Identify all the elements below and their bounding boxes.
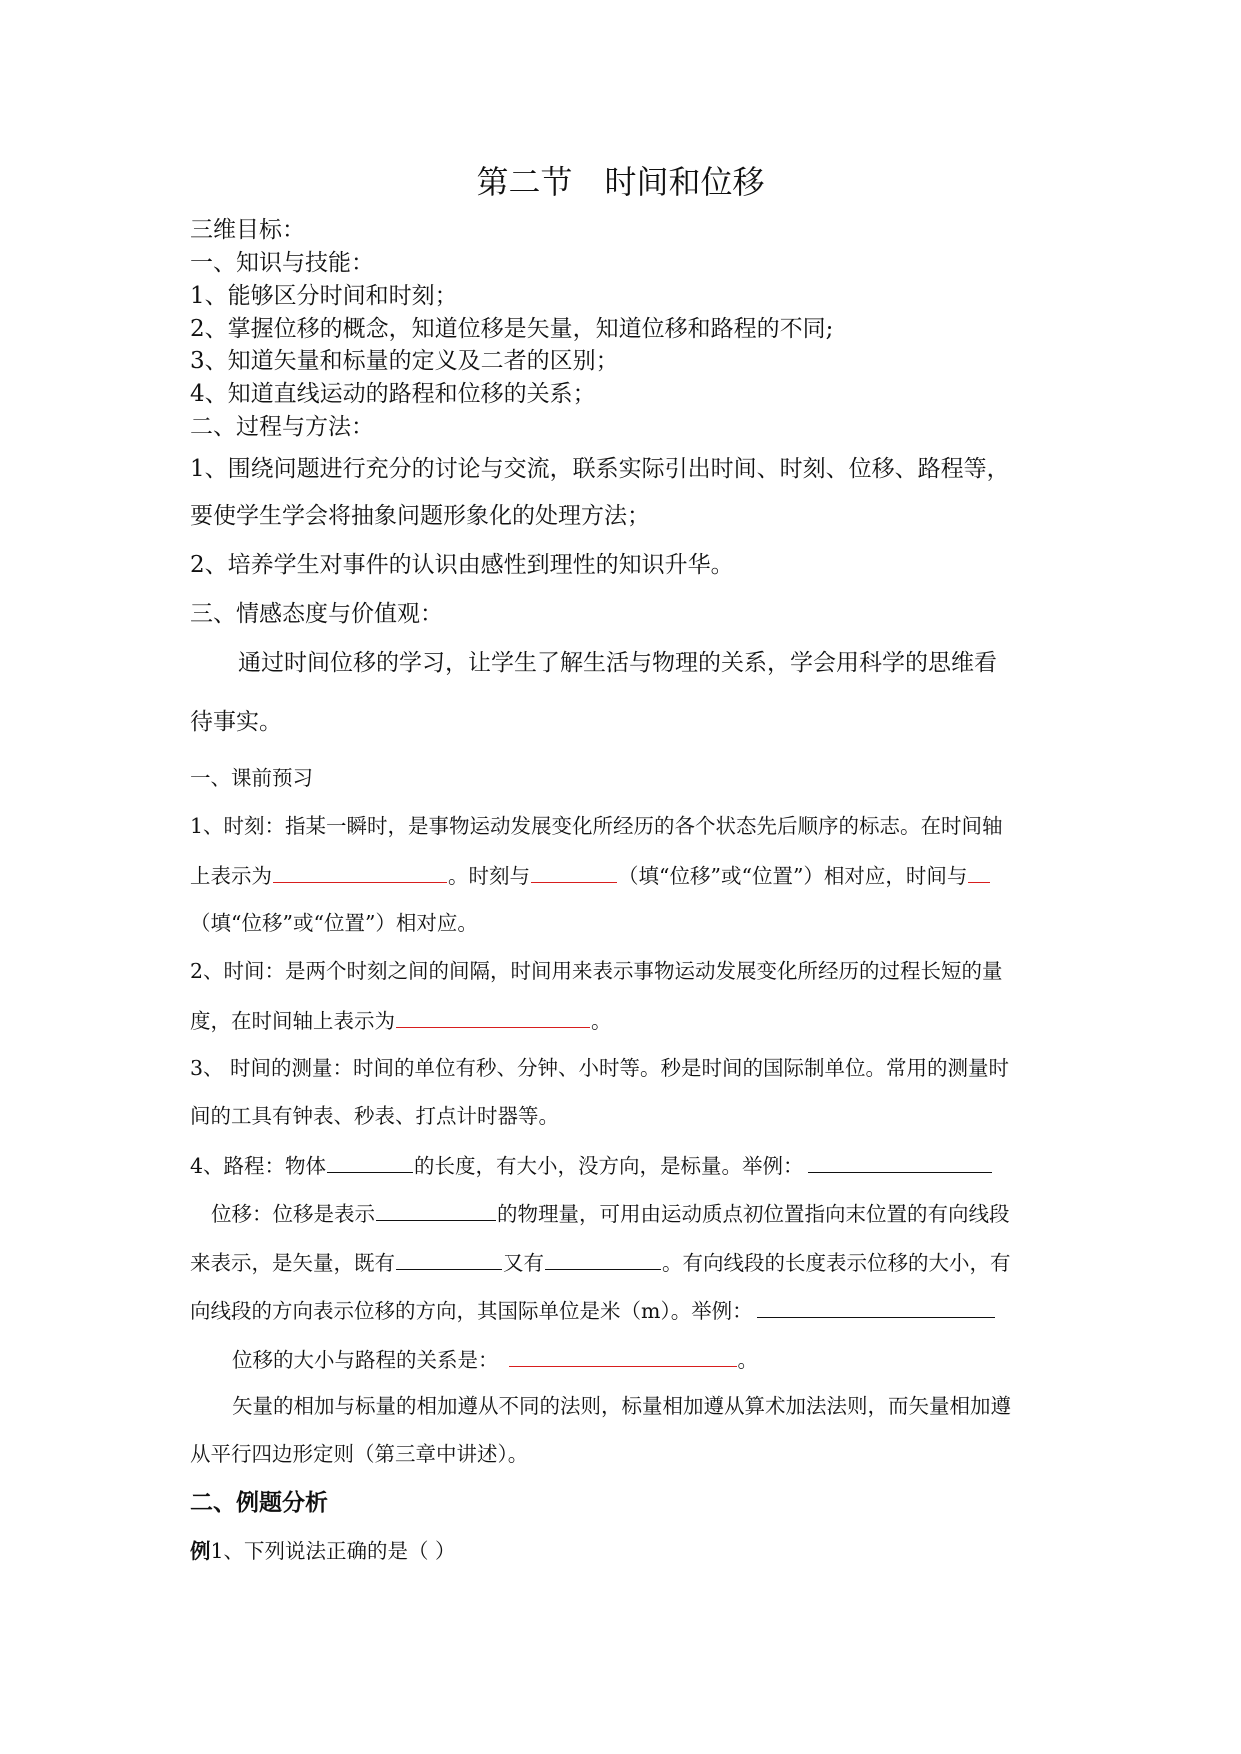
example-1	[190, 1541, 456, 1562]
process-item-2: 2、培养学生对事件的认识由感性到理性的知识升华。	[190, 552, 734, 578]
example-1-label: 例	[190, 1539, 211, 1563]
moment-line-2-text-b: 。时刻与	[448, 864, 530, 888]
objectives-heading: 三维目标：	[190, 217, 305, 243]
displacement-line-1-text-b: 的物理量，可用由运动质点初位置指向末位置的有向线段	[497, 1202, 1010, 1226]
process-item-1-line-2: 要使学生学会将抽象问题形象化的处理方法；	[190, 503, 650, 529]
moment-line-2-text-a: 上表示为	[190, 864, 272, 888]
time-axis-blank[interactable]	[396, 1009, 590, 1028]
knowledge-item-4: 4、知道直线运动的路程和位移的关系；	[190, 381, 596, 407]
knowledge-item-3: 3、知道矢量和标量的定义及二者的区别；	[190, 348, 619, 374]
moment-line-1: 1、时刻：指某一瞬时，是事物运动发展变化所经历的各个状态先后顺序的标志。在时间轴	[190, 814, 1003, 838]
displacement-relation-blank[interactable]	[509, 1348, 737, 1367]
process-item-1-line-1: 1、围绕问题进行充分的讨论与交流，联系实际引出时间、时刻、位移、路程等，	[190, 456, 1010, 482]
knowledge-item-2: 2、掌握位移的概念，知道位移是矢量，知道位移和路程的不同;	[190, 316, 834, 342]
example-1-text: 1、下列说法正确的是（ ）	[210, 1539, 456, 1563]
displacement-relation-line	[232, 1348, 758, 1371]
moment-line-3: （填“位移”或“位置”）相对应。	[190, 911, 478, 935]
time-line-1: 2、时间：是两个时刻之间的间隔，时间用来表示事物运动发展变化所经历的过程长短的量	[190, 959, 1003, 983]
time-line-2	[190, 1009, 612, 1032]
moment-correspond-blank[interactable]	[531, 864, 617, 883]
displacement-direction-blank[interactable]	[545, 1251, 661, 1270]
vector-line-2: 从平行四边形定则（第三章中讲述）。	[190, 1442, 529, 1466]
moment-axis-blank[interactable]	[273, 864, 447, 883]
emotion-line-2: 待事实。	[190, 709, 282, 735]
process-heading: 二、过程与方法：	[190, 414, 374, 440]
time-line-2-text-b: 。	[591, 1009, 612, 1033]
path-line-1-text-b: 的长度，有大小，没方向，是标量。举例：	[414, 1154, 804, 1178]
displacement-line-2	[190, 1251, 1011, 1274]
displacement-relation-text-b: 。	[737, 1348, 758, 1372]
path-line-1-text-a: 4、路程：物体	[190, 1154, 327, 1178]
displacement-line-2-text-a: 来表示，是矢量，既有	[190, 1251, 395, 1275]
knowledge-heading: 一、知识与技能：	[190, 250, 374, 276]
measure-line-2: 间的工具有钟表、秒表、打点计时器等。	[190, 1104, 559, 1128]
emotion-heading: 三、情感态度与价值观：	[190, 601, 443, 627]
time-line-2-text-a: 度，在时间轴上表示为	[190, 1009, 395, 1033]
displacement-line-1-text-a: 位移：位移是表示	[211, 1202, 375, 1226]
displacement-line-3	[190, 1299, 996, 1322]
displacement-line-3-text: 向线段的方向表示位移的方向，其国际单位是米（m）。举例：	[190, 1299, 753, 1323]
moment-line-2	[190, 864, 991, 887]
displacement-line-2-text-c: 。有向线段的长度表示位移的大小，有	[662, 1251, 1011, 1275]
page-title: 第二节 时间和位移	[476, 163, 765, 201]
displacement-line-1	[211, 1202, 1010, 1225]
preview-heading: 一、课前预习	[190, 766, 313, 790]
emotion-line-1: 通过时间位移的学习，让学生了解生活与物理的关系，学会用科学的思维看	[238, 650, 997, 676]
displacement-magnitude-blank[interactable]	[396, 1251, 502, 1270]
displacement-line-2-text-b: 又有	[503, 1251, 544, 1275]
displacement-example-blank[interactable]	[757, 1299, 995, 1318]
knowledge-item-1: 1、能够区分时间和时刻；	[190, 283, 458, 309]
displacement-meaning-blank[interactable]	[376, 1202, 496, 1221]
moment-line-2-text-c: （填“位移”或“位置”）相对应，时间与	[618, 864, 968, 888]
time-correspond-blank[interactable]	[968, 864, 990, 883]
path-line-1	[190, 1154, 993, 1177]
displacement-relation-text-a: 位移的大小与路程的关系是：	[232, 1348, 499, 1372]
measure-line-1: 3、 时间的测量：时间的单位有秒、分钟、小时等。秒是时间的国际制单位。常用的测量时	[190, 1056, 1010, 1080]
path-trajectory-blank[interactable]	[327, 1154, 413, 1173]
vector-line-1: 矢量的相加与标量的相加遵从不同的法则，标量相加遵从算术加法法则，而矢量相加遵	[232, 1394, 1011, 1418]
path-example-blank[interactable]	[808, 1154, 992, 1173]
examples-heading: 二、例题分析	[190, 1489, 328, 1516]
